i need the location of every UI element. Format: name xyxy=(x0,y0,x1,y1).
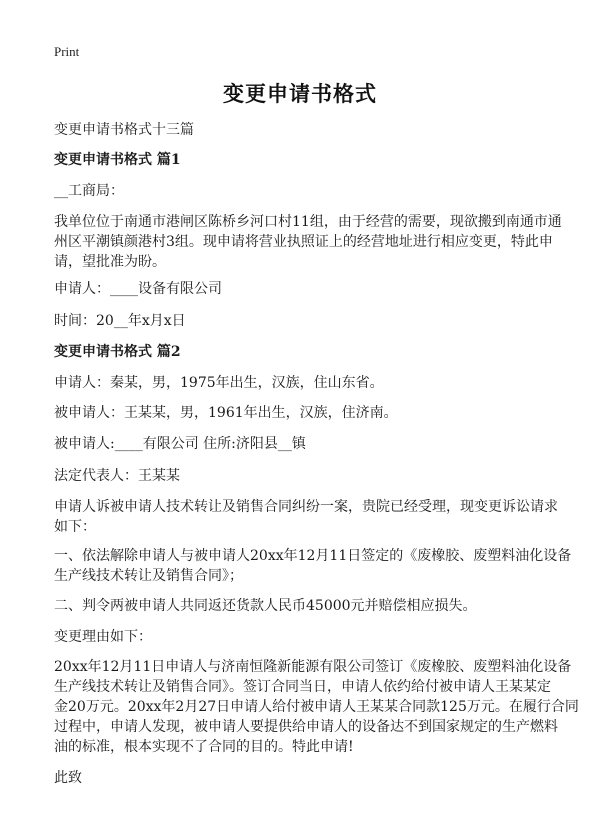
section-2-respondent-2: 被申请人:____有限公司 住所:济阳县__镇 xyxy=(54,436,306,452)
section-1-body-line-1: 我单位位于南通市港闸区陈桥乡河口村11组，由于经营的需要，现欲搬到南通市通 xyxy=(54,214,562,230)
section-2-applicant: 申请人：秦某，男，1975年出生，汉族，住山东省。 xyxy=(54,375,384,391)
section-2-reason-heading: 变更理由如下： xyxy=(54,629,152,645)
section-2-reason-line-5: 油的标准，根本实现不了合同的目的。特此申请! xyxy=(54,739,354,755)
section-2-intro-line-1: 申请人诉被申请人技术转让及销售合同纠纷一案，贵院已经受理，现变更诉讼请求 xyxy=(54,499,558,515)
section-2-reason-line-2: 生产线技术转让及销售合同》。签订合同当日，申请人依约给付被申请人王某某定 xyxy=(54,679,551,695)
section-1-addressee: __工商局： xyxy=(54,183,124,199)
section-1-time: 时间：20__年x月x日 xyxy=(54,313,186,329)
section-1-applicant: 申请人：____设备有限公司 xyxy=(54,281,222,297)
section-2-closing: 此致 xyxy=(54,770,82,786)
section-2-reason-line-4: 过程中，申请人发现，被申请人要提供给申请人的设备达不到国家规定的生产燃料 xyxy=(54,719,558,735)
section-2-request-1-line-1: 一、依法解除申请人与被申请人20xx年12月11日签定的《废橡胶、废塑料油化设备 xyxy=(54,548,572,564)
page-title: 变更申请书格式 xyxy=(223,82,377,106)
section-2-intro-line-2: 如下： xyxy=(54,519,96,535)
section-1-heading: 变更申请书格式 篇1 xyxy=(54,152,181,168)
print-link[interactable]: Print xyxy=(54,44,80,59)
section-2-request-1-line-2: 生产线技术转让及销售合同》； xyxy=(54,568,243,584)
section-1-body-line-3: 请，望批准为盼。 xyxy=(54,254,166,270)
section-1-body-line-2: 州区平潮镇颜港村3组。现申请将营业执照证上的经营地址进行相应变更，特此申 xyxy=(54,234,553,250)
section-2-request-2: 二、判令两被申请人共同返还货款人民币45000元并赔偿相应损失。 xyxy=(54,598,477,614)
section-2-reason-line-3: 金20万元。20xx年2月27日申请人给付被申请人王某某合同款125万元。在履行合同 xyxy=(54,699,579,715)
section-2-reason-line-1: 20xx年12月11日申请人与济南恒隆新能源有限公司签订《废橡胶、废塑料油化设备 xyxy=(54,659,572,675)
section-2-heading: 变更申请书格式 篇2 xyxy=(54,344,181,360)
document-subtitle: 变更申请书格式十三篇 xyxy=(54,122,194,138)
section-2-respondent-1: 被申请人：王某某，男，1961年出生，汉族，住济南。 xyxy=(54,405,398,421)
section-2-legal-rep: 法定代表人：王某某 xyxy=(54,468,180,484)
